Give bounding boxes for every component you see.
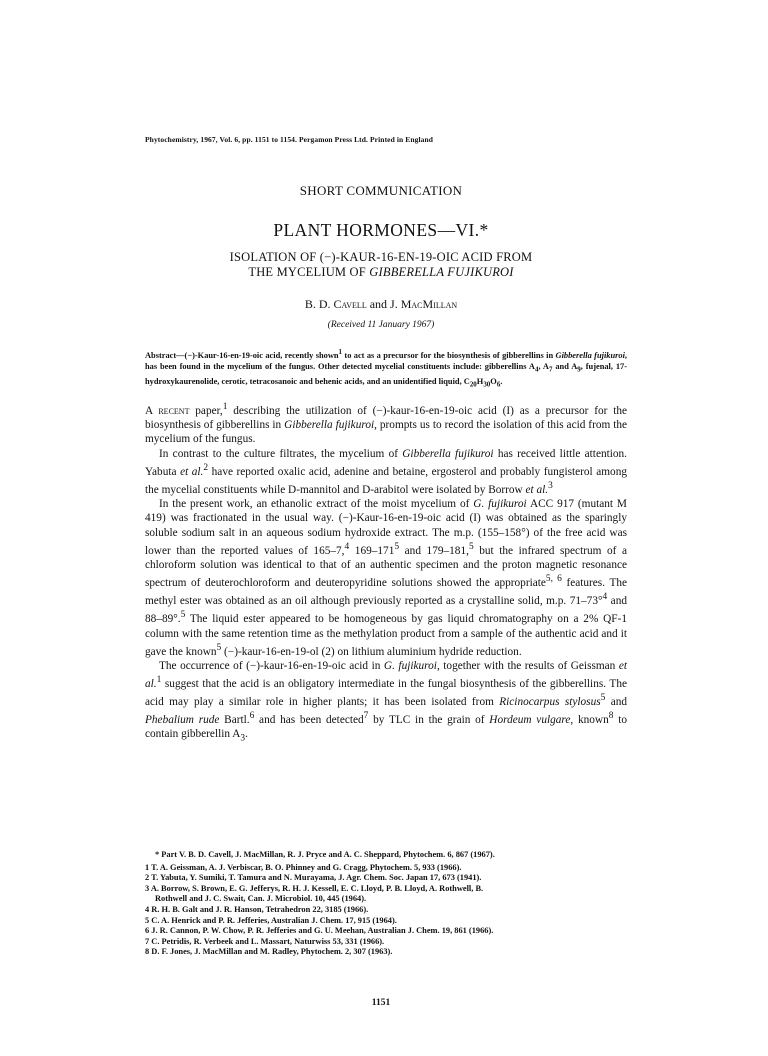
body-text: and 88–89°. [145, 595, 627, 626]
section-heading: SHORT COMMUNICATION [299, 183, 463, 198]
body-text: The occurrence of (−)-kaur-16-en-19-oic acid in [159, 659, 384, 672]
abstract [145, 347, 627, 391]
italic-term: G. fujikuroi [383, 659, 437, 672]
citation-ref: 8 [608, 711, 614, 722]
citation-ref: 1 [222, 402, 228, 412]
citation-ref: 4 [602, 592, 608, 603]
citation-ref: 5 [468, 541, 474, 552]
subscript: 4 [534, 365, 539, 374]
abstract-text: O [490, 376, 497, 386]
body-text: to contain gibberellin A [145, 714, 627, 741]
italic-term: Phebalium rude [145, 714, 220, 727]
footnote-7: 7 C. Petridis, R. Verbeek and L. Massart, Naturwiss 53, 331 (1966). [145, 936, 385, 946]
body-text: have reported oxalic acid, adenine and betaine, ergosterol and probably fungisterol among the mycelial constituents while D-mannitol and D-arabitol were isolated by Borrow [145, 465, 627, 496]
body-text: but the infrared spectrum of a chloroform solution was identical to that of an authentic specimen and the proton magnetic resonance spectrum of deuterochloroform and deuteropyridine solutions showed the appropriate [145, 544, 628, 590]
page-number: 1151 [371, 998, 391, 1008]
citation-ref: 5 [600, 693, 606, 704]
citation-ref: 2 [203, 462, 209, 473]
italic-term: Gibberella fujikuroi [402, 447, 494, 460]
running-head: Phytochemistry, 1967, Vol. 6, pp. 1151 to 1154. Pergamon Press Ltd. Printed in England [145, 135, 434, 144]
body-text: The liquid ester appeared to be homogeneous by gas liquid chromatography on a 2% QF-1 column with the same retention time as the methylation product from a sample of the authentic acid and it gave the known [145, 613, 627, 658]
article-title: PLANT HORMONES—VI.* [273, 220, 489, 240]
body-text: ACC 917 (mutant M 419) was fractionated in the usual way. (−)-Kaur-16-en-19-oic acid (I) was obtained as the sparingly soluble sodium salt in an aqueous sodium hydroxide extract. The m.p. (155–158°) of the free acid was lower than the reported values of 165–7, [145, 498, 627, 557]
citation-ref: 5 [180, 610, 186, 621]
citation-ref: 7 [363, 711, 369, 722]
subtitle-line-2 [140, 265, 622, 280]
footnote-2: 2 T. Yabuta, Y. Sumiki, T. Tamura and N. Murayama, J. Agr. Chem. Soc. Japan 17, 673 (1941). [145, 873, 482, 883]
body-text: and [605, 696, 628, 708]
abstract-text: , has been found in the mycelium of the fungus. Other detected mycelial constituents include: gibberellins A [145, 350, 627, 371]
author-line [140, 297, 622, 312]
article-body [145, 400, 627, 746]
body-text: , prompts us to record the isolation of this acid from the mycelium of the fungus. [145, 419, 628, 446]
body-text: features. The methyl ester was obtained as an oil although previously reported as a crystalline solid, m.p. 71–73° [145, 577, 628, 608]
body-text: and 179–181, [399, 544, 469, 557]
abstract-text: —(−)-Kaur-16-en-19-oic acid, recently shown [176, 350, 339, 360]
citation-ref: 5, 6 [545, 574, 562, 585]
body-text: Bartl. [219, 714, 250, 727]
abstract-text: H [476, 376, 484, 386]
citation-ref: 5 [394, 541, 400, 552]
abstract-text: , A [538, 362, 549, 371]
italic-term: Ricinocarpus stylosus [499, 696, 601, 708]
citation-ref: 6 [249, 711, 255, 722]
footnote-6: 6 J. R. Cannon, P. W. Chow, P. R. Jefferies and G. U. Meehan, Australian J. Chem. 19, 861 (1966). [145, 926, 494, 936]
body-text: has received little attention. Yabuta [145, 447, 628, 478]
body-text: paper, [189, 404, 223, 417]
paragraph-1 [145, 400, 627, 447]
abstract-text: to act as a precursor for the biosynthesis of gibberellins in [342, 350, 556, 360]
body-text: suggest that the acid is an obligatory intermediate in the fungal biosynthesis of the gibberellins. The acid may play a similar role in higher plants; it has been isolated from [145, 677, 627, 708]
footnotes [145, 850, 627, 958]
citation-ref: 4 [344, 541, 350, 552]
body-text: , together with the results of Geissman [436, 659, 619, 672]
footnote-3: 3 A. Borrow, S. Brown, E. G. Jefferys, R. H. J. Kessell, E. C. Lloyd, P. B. Lloyd, A. Rothwell, B. [145, 883, 484, 893]
subscript: 9 [577, 365, 581, 374]
subscript: 20 [469, 380, 477, 389]
subscript: 30 [483, 380, 491, 389]
body-text: In contrast to the culture filtrates, the mycelium of [159, 447, 403, 460]
body-text: describing the utilization of (−)-kaur-16-en-19-oic acid (I) as a precursor for the biosynthesis of gibberellins in [145, 404, 628, 432]
subscript: 3 [240, 733, 246, 744]
abstract-text: and A [552, 362, 578, 371]
subtitle-line-2-prefix: THE MYCELIUM OF [248, 265, 370, 279]
body-text: 169–171 [349, 544, 395, 557]
abstract-text: . [500, 376, 503, 386]
citation-ref: 1 [156, 675, 162, 686]
paragraph-3 [145, 497, 627, 659]
citation-ref: 3 [548, 481, 553, 492]
footnote-1: 1 T. A. Geissman, A. J. Verbiscar, B. O. Phinney and G. Cragg, Phytochem. 5, 933 (1966). [145, 862, 462, 872]
body-text: In the present work, an ethanolic extract of the moist mycelium of [159, 498, 474, 511]
italic-term: et al. [525, 483, 549, 496]
abstract-text: , fujenal, 17-hydroxykaurenolide, cerotic, tetracosanoic and behenic acids, and an unidentified liquid, C [145, 362, 627, 386]
italic-term: et al. [145, 659, 627, 690]
footnote-3-continued: Rothwell and J. C. Swait, Can. J. Microbiol. 10, 445 (1964). [155, 894, 367, 904]
footnote-5: 5 C. A. Henrick and P. R. Jefferies, Australian J. Chem. 17, 915 (1964). [145, 915, 397, 925]
italic-term: Gibberella fujikuroi [284, 419, 375, 432]
footnote-star: * Part V. B. D. Cavell, J. MacMillan, R. J. Pryce and A. C. Sheppard, Phytochem. 6, 867 (1967). [155, 850, 495, 859]
subscript: 6 [496, 380, 501, 389]
italic-term: et al. [180, 465, 204, 478]
body-text: by TLC in the grain of [368, 714, 490, 727]
italic-term: G. fujikuroi [473, 498, 527, 511]
subtitle-organism: GIBBERELLA FUJIKUROI [369, 265, 514, 279]
body-text: (−)-kaur-16-en-19-ol (2) on lithium aluminium hydride reduction. [221, 645, 522, 658]
author1-surname: Cavell [333, 297, 367, 311]
subtitle-line-1: ISOLATION OF (−)-KAUR-16-EN-19-OIC ACID FROM [229, 250, 533, 264]
footnote-8: 8 D. F. Jones, J. MacMillan and M. Radley, Phytochem. 2, 307 (1963). [145, 947, 393, 957]
author2-surname: MacMillan [400, 297, 458, 311]
body-text: . [245, 728, 248, 741]
citation-ref: 1 [338, 348, 343, 356]
footnote-4: 4 R. H. B. Galt and J. R. Hanson, Tetrahedron 22, 3185 (1966). [145, 904, 369, 914]
body-text: and has been detected [254, 714, 364, 727]
paragraph-2 [145, 447, 627, 497]
lead-in: A recent [145, 404, 190, 417]
body-text: , known [570, 714, 609, 727]
subscript: 7 [548, 365, 553, 374]
received-date: (Received 11 January 1967) [327, 320, 435, 330]
author1-initials: B. D. [304, 297, 334, 311]
abstract-organism: Gibberella fujikuroi [555, 350, 625, 360]
paragraph-4 [145, 659, 627, 746]
citation-ref: 5 [216, 642, 222, 653]
article-subtitle [140, 250, 622, 280]
author-joiner: and J. [366, 297, 401, 311]
italic-term: Hordeum vulgare [489, 714, 571, 727]
abstract-label: Abstract [145, 350, 177, 360]
